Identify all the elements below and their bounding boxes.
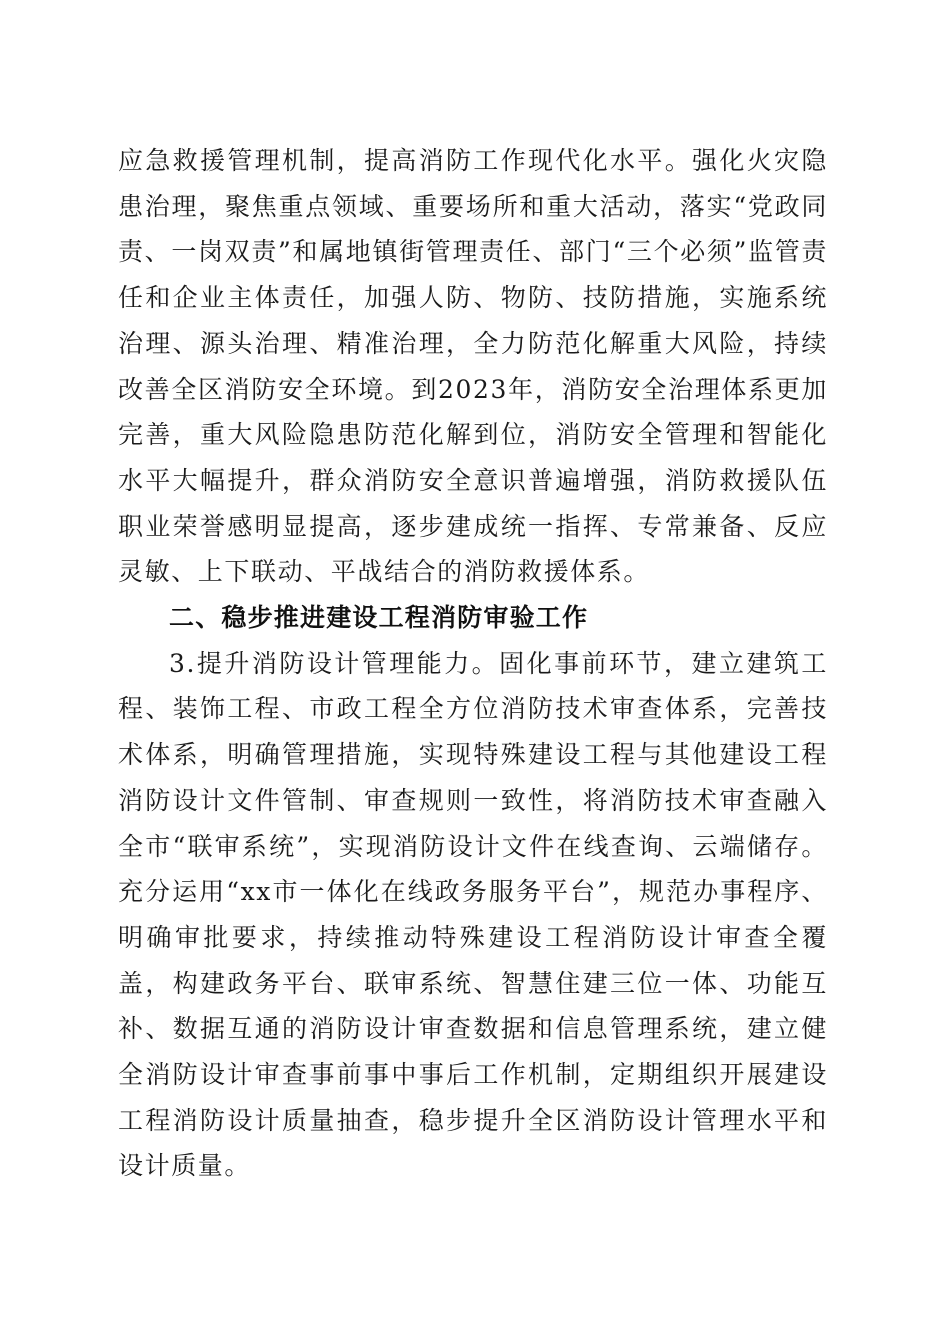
paragraph-design-management: 3.提升消防设计管理能力。固化事前环节，建立建筑工程、装饰工程、市政工程全方位消防技术审查体系，完善技术体系，明确管理措施，实现特殊建设工程与其他建设工程消防设计文件管制、审查规则一致性，将消防技术审查融入全市“联审系统”，实现消防设计文件在线查询、云端储存。充分运用“xx市一体化在线政务服务平台”，规范办事程序、明确审批要求，持续推动特殊建设工程消防设计审查全覆盖，构建政务平台、联审系统、智慧住建三位一体、功能互补、数据互通的消防设计审查数据和信息管理系统，建立健全消防设计审查事前事中事后工作机制，定期组织开展建设工程消防设计质量抽查，稳步提升全区消防设计管理水平和设计质量。: [118, 648, 828, 1181]
section-heading: 二、稳步推进建设工程消防审验工作: [169, 603, 589, 633]
paragraph-continued: 应急救援管理机制，提高消防工作现代化水平。强化火灾隐患治理，聚焦重点领域、重要场所和重大活动，落实“党政同责、一岗双责”和属地镇街管理责任、部门“三个必须”监管责任和企业主体责任，加强人防、物防、技防措施，实施系统治理、源头治理、精准治理，全力防范化解重大风险，持续改善全区消防安全环境。到2023年，消防安全治理体系更加完善，重大风险隐患防范化解到位，消防安全管理和智能化水平大幅提升，群众消防安全意识普遍增强，消防救援队伍职业荣誉感明显提高，逐步建成统一指挥、专常兼备、反应灵敏、上下联动、平战结合的消防救援体系。: [118, 146, 828, 587]
document-body: [118, 138, 828, 1189]
